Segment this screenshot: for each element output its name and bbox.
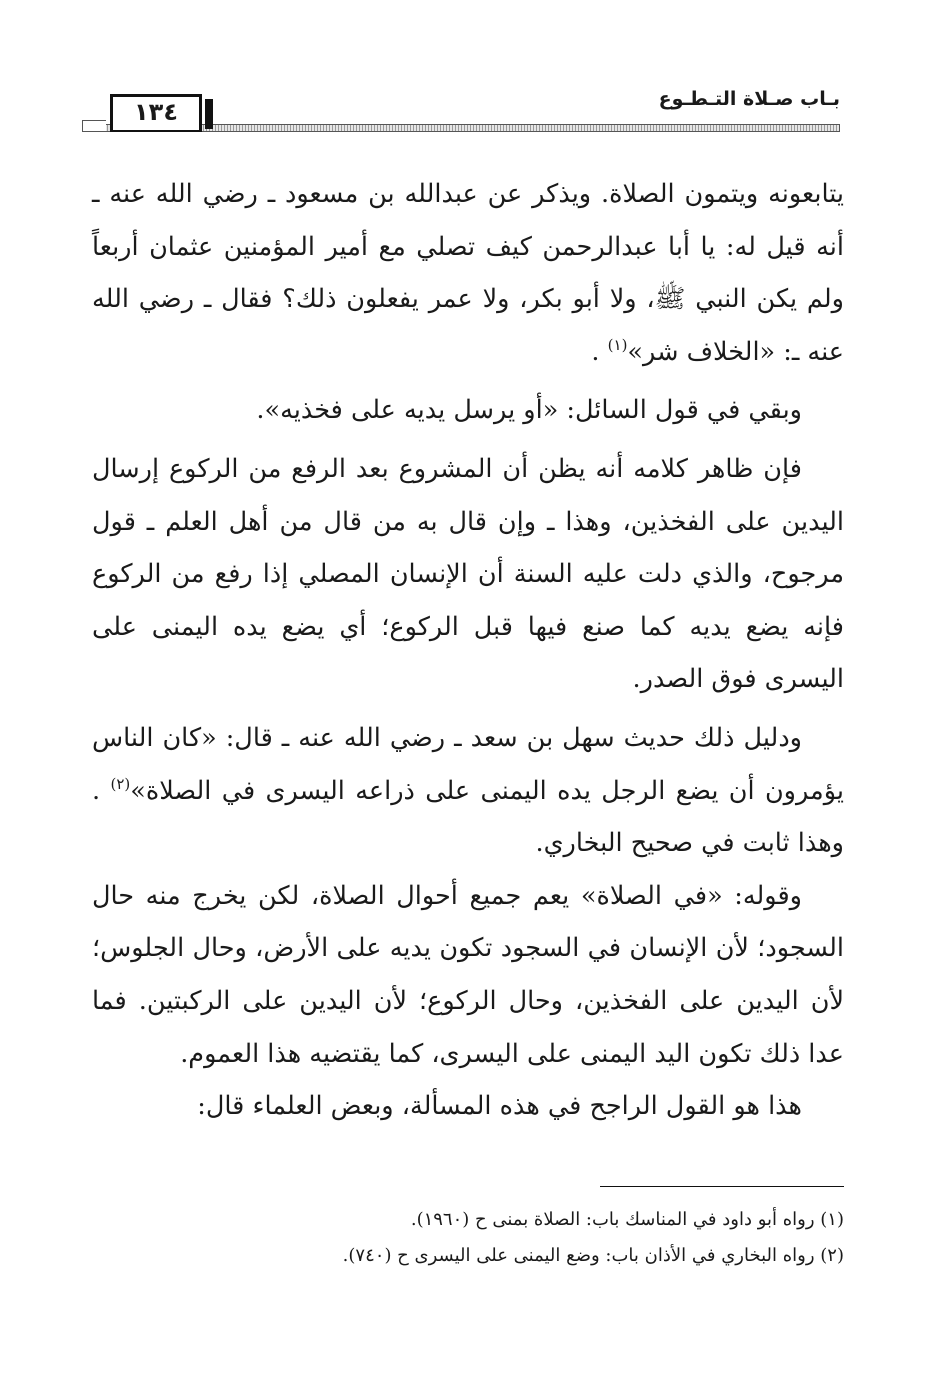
paragraph-1	[92, 168, 844, 378]
footnote-2: (٢) رواه البخاري في الأذان باب: وضع اليمنى على اليسرى ح (٧٤٠).	[342, 1245, 844, 1266]
paragraph-tail: .	[591, 336, 608, 367]
paragraph-3: فإن ظاهر كلامه أنه يظن أن المشروع بعد الرفع من الركوع إرسال اليدين على الفخذين، وهذا ـ وإن قال به من قال من أهل العلم ـ قول مرجوح، والذي دلت عليه السنة أن الإنسان المصلي إذا رفع من الركوع فإنه يضع يديه كما صنع فيها قبل الركوع؛ أي يضع يده اليمنى على اليسرى فوق الصدر.	[92, 453, 844, 695]
footnote-separator	[600, 1186, 844, 1187]
paragraph-5: وقوله: «في الصلاة» يعم جميع أحوال الصلاة، لكن يخرج منه حال السجود؛ لأن الإنسان في السجود تكون يديه على الأرض، وحال الجلوس؛ لأن اليدين على الفخذين، وحال الركوع؛ لأن اليدين على الركبتين. فما عدا ذلك تكون اليد اليمنى على اليسرى، كما يقتضيه هذا العموم.	[92, 880, 844, 1069]
chapter-title: بـاب صـلاة التـطـوع	[658, 88, 840, 110]
header-rule-end	[82, 120, 106, 132]
footnote-marker-2: (٢)	[110, 774, 131, 793]
paragraph-6: هذا هو القول الراجح في هذه المسألة، وبعض العلماء قال:	[197, 1091, 802, 1122]
footnote-1: (١) رواه أبو داود في المناسك باب: الصلاة بمنى ح (١٩٦٠).	[410, 1209, 844, 1230]
running-header	[88, 84, 840, 136]
paragraph-tail: . وهذا ثابت في صحيح البخاري.	[92, 775, 844, 859]
paragraph-2: وبقي في قول السائل: «أو يرسل يديه على فخذيه».	[256, 395, 802, 426]
footnotes	[92, 1202, 844, 1274]
page-body	[92, 168, 844, 1133]
paragraph-text: يتابعونه ويتمون الصلاة. ويذكر عن عبدالله بن مسعود ـ رضي الله عنه ـ أنه قيل له: يا أبا عبدالرحمن كيف تصلي مع أمير المؤمنين عثمان أربعاً ولم يكن النبي ﷺ، ولا أبو بكر، ولا عمر يفعلون ذلك؟ فقال ـ رضي الله عنه ـ: «الخلاف شر»	[92, 179, 844, 367]
page-number: ١٣٤	[110, 94, 202, 132]
paragraph-text: ودليل ذلك حديث سهل بن سعد ـ رضي الله عنه ـ قال: «كان الناس يؤمرون أن يضع الرجل يده اليمنى على ذراعه اليسرى في الصلاة»	[92, 722, 844, 806]
paragraph-4	[92, 712, 844, 870]
footnote-marker-1: (١)	[607, 335, 628, 354]
